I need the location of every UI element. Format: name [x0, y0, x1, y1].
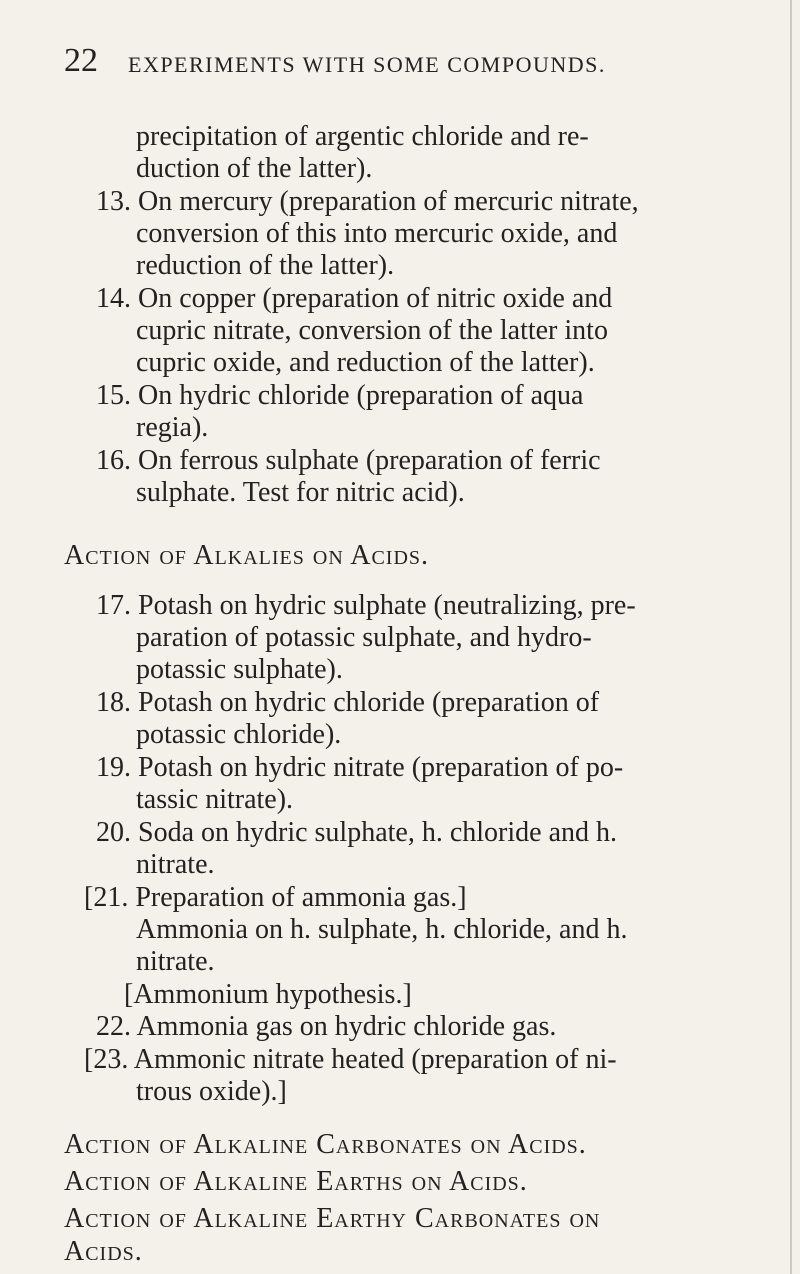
list-item-17: 17. Potash on hydric sulphate (neutralizing, pre- — [96, 590, 636, 621]
text-line: nitrate. — [136, 849, 215, 880]
page-number: 22 — [64, 42, 98, 79]
list-item-19: 19. Potash on hydric nitrate (preparation of po- — [96, 752, 624, 783]
list-item-23: [23. Ammonic nitrate heated (preparation of ni- — [84, 1044, 617, 1075]
text-line: sulphate. Test for nitric acid). — [136, 477, 465, 508]
list-item-13: 13. On mercury (preparation of mercuric nitrate, — [96, 186, 639, 217]
text-line: precipitation of argentic chloride and re- — [136, 121, 589, 152]
text-line: conversion of this into mercuric oxide, and — [136, 218, 618, 249]
list-item-15: 15. On hydric chloride (preparation of aqua — [96, 380, 584, 411]
text-line: potassic sulphate). — [136, 654, 343, 685]
text-line: nitrate. — [136, 946, 215, 977]
list-item-16: 16. On ferrous sulphate (preparation of ferric — [96, 445, 601, 476]
list-item-22: 22. Ammonia gas on hydric chloride gas. — [96, 1011, 557, 1042]
list-item-14: 14. On copper (preparation of nitric oxide and — [96, 283, 613, 314]
text-line: cupric oxide, and reduction of the latter). — [136, 347, 595, 378]
text-line: potassic chloride). — [136, 719, 342, 750]
running-title: EXPERIMENTS WITH SOME COMPOUNDS. — [128, 52, 606, 77]
text-line: paration of potassic sulphate, and hydro- — [136, 622, 592, 653]
list-item-18: 18. Potash on hydric chloride (preparation of — [96, 687, 600, 718]
text-line: duction of the latter). — [136, 153, 373, 184]
text-line: tassic nitrate). — [136, 784, 294, 815]
text-line: trous oxide).] — [136, 1076, 287, 1107]
section-heading: Action of Alkaline Earths on Acids. — [64, 1166, 528, 1197]
list-item-21: [21. Preparation of ammonia gas.] — [84, 882, 467, 913]
text-line: reduction of the latter). — [136, 250, 395, 281]
section-heading: Action of Alkaline Earthy Carbonates on — [64, 1203, 601, 1234]
list-item-20: 20. Soda on hydric sulphate, h. chloride and h. — [96, 817, 618, 848]
text-line: cupric nitrate, conversion of the latter into — [136, 315, 608, 346]
text-line: Ammonia on h. sulphate, h. chloride, and h. — [136, 914, 628, 945]
section-heading: Action of Alkaline Carbonates on Acids. — [64, 1129, 587, 1160]
section-heading: Action of Alkalies on Acids. — [64, 540, 430, 571]
page-edge — [790, 0, 792, 1274]
text-line: regia). — [136, 412, 209, 443]
section-heading-continued: Acids. — [64, 1236, 143, 1267]
text-line: [Ammonium hypothesis.] — [124, 979, 412, 1010]
